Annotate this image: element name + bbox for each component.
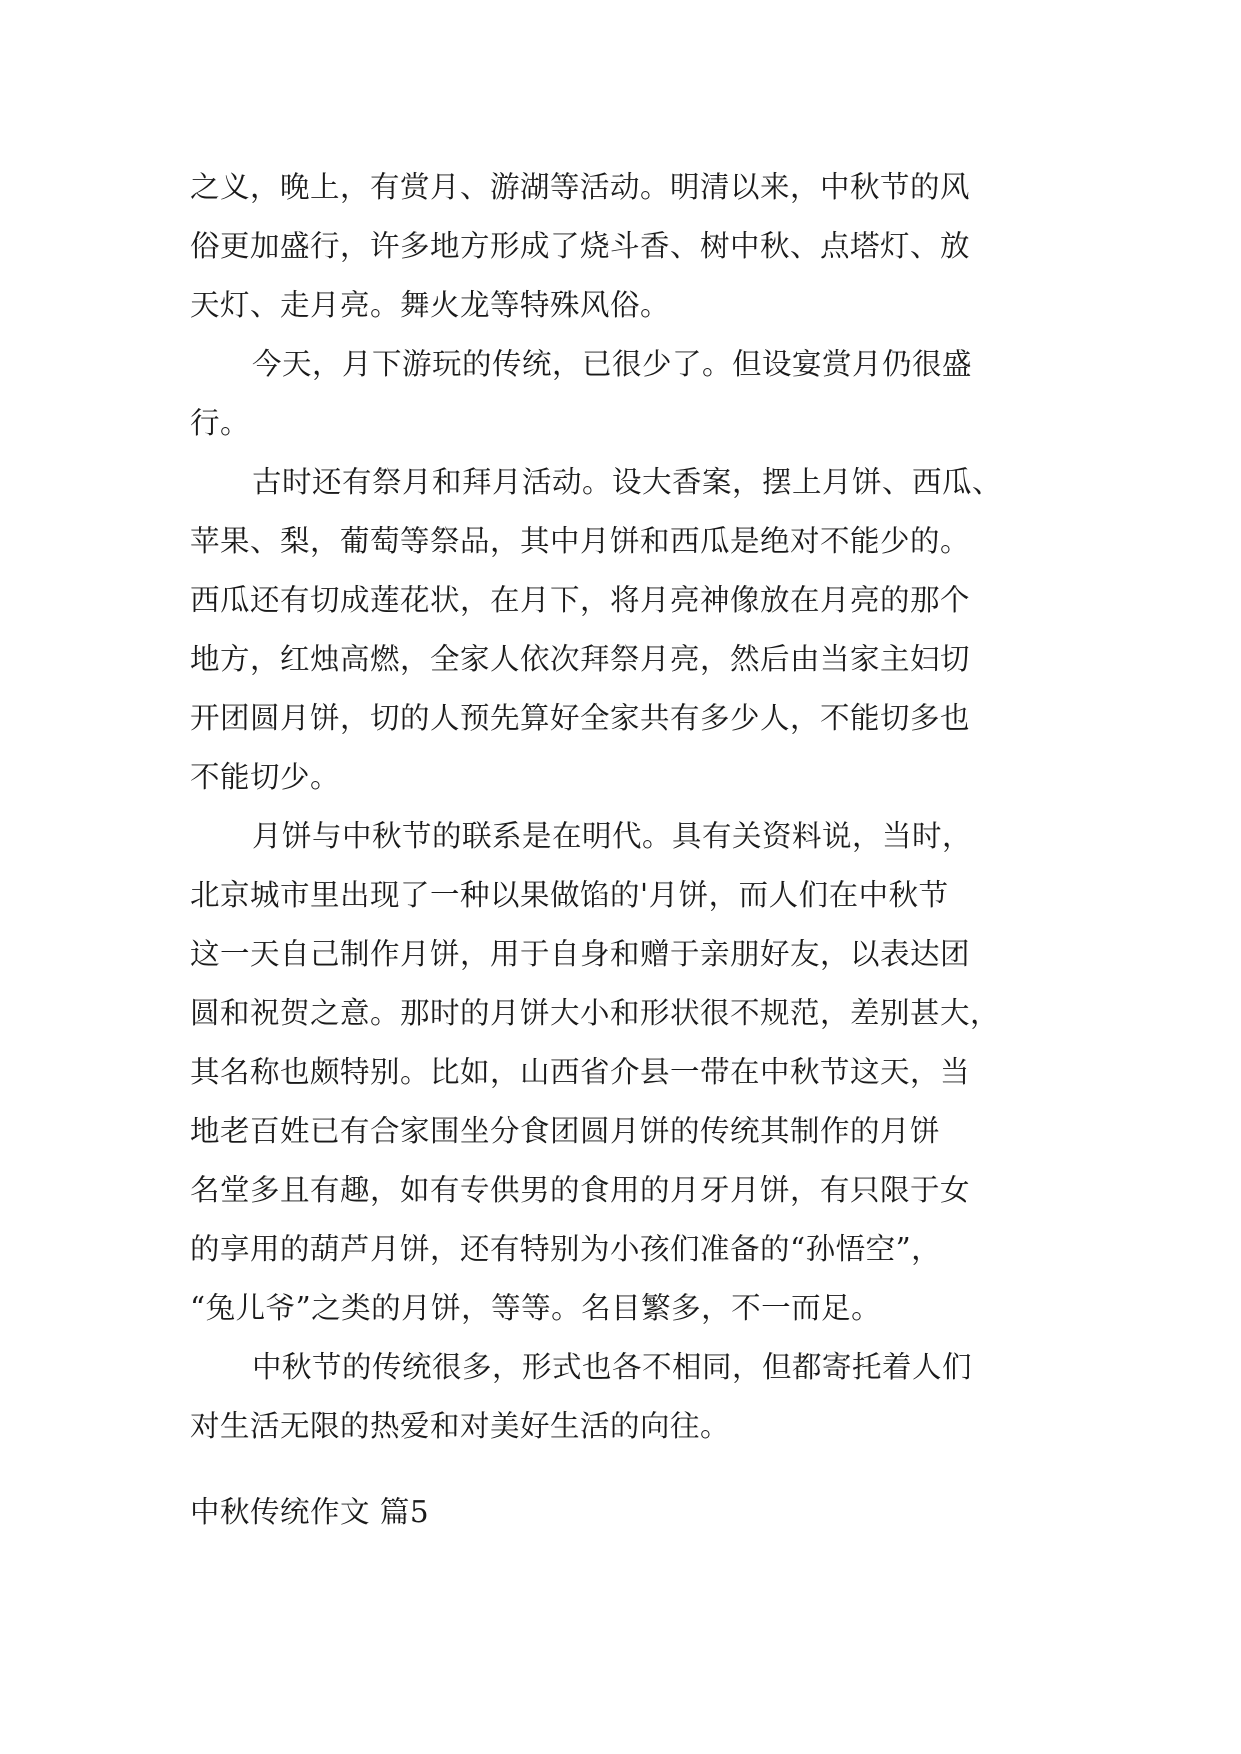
text-line: 西瓜还有切成莲花状，在月下，将月亮神像放在月亮的那个: [190, 583, 971, 617]
text-line: 行。: [190, 406, 251, 440]
text-line: 天灯、走月亮。舞火龙等特殊风俗。: [190, 288, 671, 322]
text-line: 不能切少。: [190, 760, 341, 794]
text-line: 俗更加盛行，许多地方形成了烧斗香、树中秋、点塔灯、放: [190, 229, 971, 263]
text-line: 其名称也颇特别。比如，山西省介县一带在中秋节这天，当: [190, 1055, 971, 1089]
text-line: 名堂多且有趣，如有专供男的食用的月牙月饼，有只限于女: [190, 1173, 971, 1207]
section-heading: 中秋传统作文 篇5: [190, 1495, 430, 1529]
text-line: 苹果、梨，葡萄等祭品，其中月饼和西瓜是绝对不能少的。: [190, 524, 971, 558]
text-line: 地方，红烛高燃，全家人依次拜祭月亮，然后由当家主妇切: [190, 642, 971, 676]
text-line: 的享用的葫芦月饼，还有特别为小孩们准备的“孙悟空”，: [190, 1232, 942, 1266]
text-line: 对生活无限的热爱和对美好生活的向往。: [190, 1409, 731, 1443]
document-body: [190, 158, 1058, 1456]
text-line: 这一天自己制作月饼，用于自身和赠于亲朋好友，以表达团: [190, 937, 971, 971]
paragraph-start-line: 月饼与中秋节的联系是在明代。具有关资料说，当时，: [252, 819, 973, 853]
text-line: “兔儿爷”之类的月饼，等等。名目繁多，不一而足。: [190, 1291, 882, 1325]
paragraph-start-line: 中秋节的传统很多，形式也各不相同，但都寄托着人们: [252, 1350, 973, 1384]
text-line: 开团圆月饼，切的人预先算好全家共有多少人，不能切多也: [190, 701, 971, 735]
paragraph-start-line: 古时还有祭月和拜月活动。设大香案，摆上月饼、西瓜、: [252, 465, 1003, 499]
paragraph-start-line: 今天，月下游玩的传统，已很少了。但设宴赏月仍很盛: [252, 347, 973, 381]
text-line: 之义，晚上，有赏月、游湖等活动。明清以来，中秋节的风: [190, 170, 971, 204]
text-line: 地老百姓已有合家围坐分食团圆月饼的传统其制作的月饼: [190, 1114, 941, 1148]
text-line: 北京城市里出现了一种以果做馅的'月饼，而人们在中秋节: [190, 878, 949, 912]
text-line: 圆和祝贺之意。那时的月饼大小和形状很不规范，差别甚大，: [190, 996, 1001, 1030]
